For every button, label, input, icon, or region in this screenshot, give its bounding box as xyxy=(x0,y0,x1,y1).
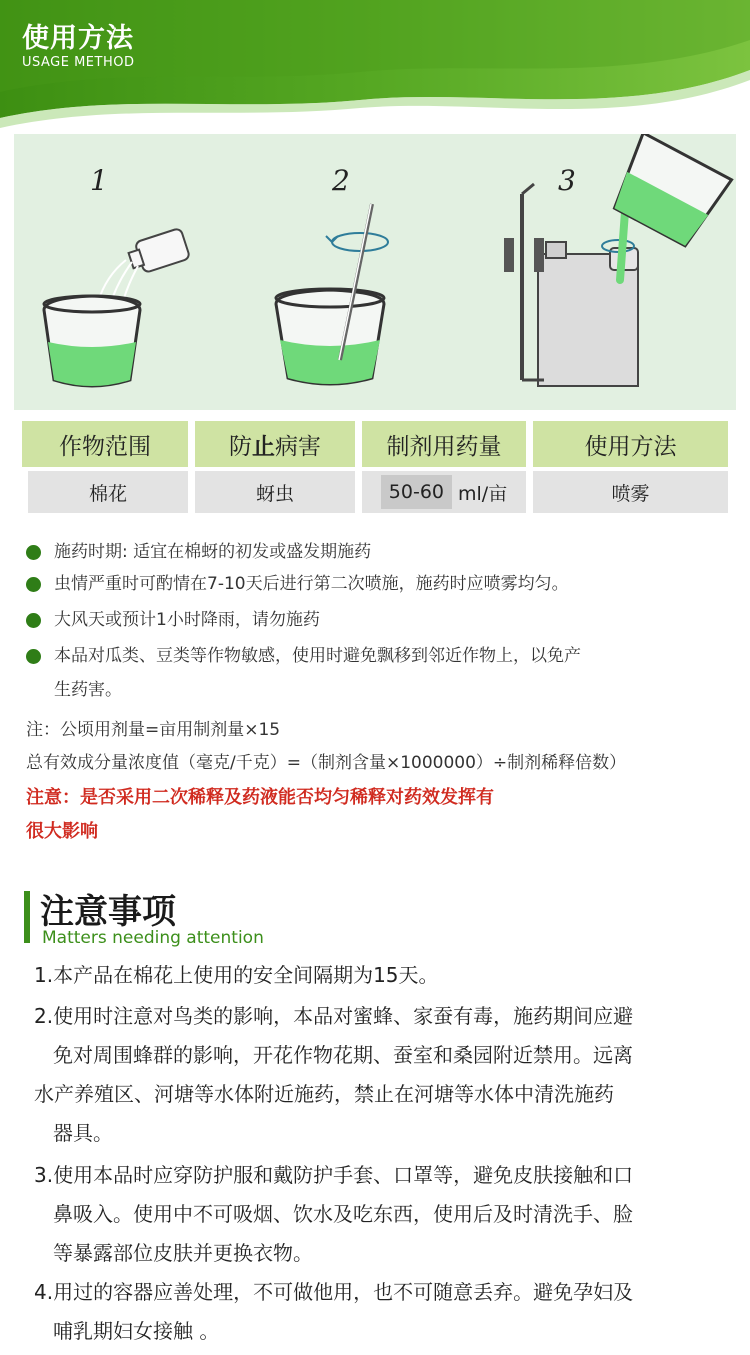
formula-note-2: 总有效成分量浓度值（毫克/千克）=（制剂含量×1000000）÷制剂稀释倍数） xyxy=(26,753,627,773)
header-dosage: 制剂用药量 xyxy=(362,421,526,467)
section-accent-bar xyxy=(24,891,30,943)
section-title: 注意事项 xyxy=(40,892,176,932)
value-pest: 蚜虫 xyxy=(195,471,355,513)
header-target-pest xyxy=(195,421,355,467)
value-dosage-number: 50-60 xyxy=(381,475,452,509)
header-method: 使用方法 xyxy=(533,421,728,467)
section-subtitle: Matters needing attention xyxy=(42,928,264,948)
bullet-dot-icon xyxy=(26,649,41,664)
header-title: 使用方法 xyxy=(22,23,134,54)
sprayer-icon xyxy=(504,184,638,386)
value-dosage xyxy=(362,471,526,513)
precaution-item-2: 2.使用时注意对鸟类的影响，本品对蜜蜂、家蚕有毒，施药期间应避 免对周围蜂群的影响，开花作物花期、蚕室和桑园附近禁用。远离 水产养殖区、河塘等水体附近施药，禁止在河塘等水体中清洗施药 器具。 xyxy=(34,1004,634,1145)
value-dosage-unit: ml/亩 xyxy=(458,482,508,505)
precaution-item-4: 4.用过的容器应善处理，不可做他用，也不可随意丢弃。避免孕妇及 哺乳期妇女接触 。 xyxy=(34,1280,634,1343)
header-crop-range: 作物范围 xyxy=(22,421,188,467)
header-subtitle: USAGE METHOD xyxy=(22,55,135,70)
header-target-pest-bold: 止 xyxy=(252,433,275,460)
header-banner xyxy=(0,0,750,130)
cup-1-icon xyxy=(44,296,140,386)
precaution-item-1: 1.本产品在棉花上使用的安全间隔期为15天。 xyxy=(34,963,439,987)
bullet-dot-icon xyxy=(26,577,41,592)
header-target-pest-pre: 防 xyxy=(229,433,252,460)
bullet-dot-icon xyxy=(26,613,41,628)
step-2-number: 2 xyxy=(332,164,350,197)
warning-line-1: 注意：是否采用二次稀释及药液能否均匀稀释对药效发挥有 xyxy=(26,787,494,808)
header-target-pest-post: 病害 xyxy=(275,433,321,460)
warning-line-2: 很大影响 xyxy=(26,821,98,842)
bullet-dot-icon xyxy=(26,545,41,560)
usage-illustration xyxy=(14,134,736,410)
step-3-number: 3 xyxy=(558,164,576,197)
precaution-item-3: 3.使用本品时应穿防护服和戴防护手套、口罩等，避免皮肤接触和口 鼻吸入。使用中不可吸烟、饮水及吃东西，使用后及时清洗手、脸 等暴露部位皮肤并更换衣物。 xyxy=(34,1163,634,1265)
step-1-number: 1 xyxy=(90,164,108,197)
formula-note-1: 注：公顷用剂量=亩用制剂量×15 xyxy=(26,720,281,740)
stir-arrow-icon xyxy=(332,233,388,251)
value-method: 喷雾 xyxy=(533,471,728,513)
value-crop: 棉花 xyxy=(28,471,188,513)
cup-2-icon xyxy=(276,289,384,384)
usage-steps-graphic xyxy=(14,134,736,410)
